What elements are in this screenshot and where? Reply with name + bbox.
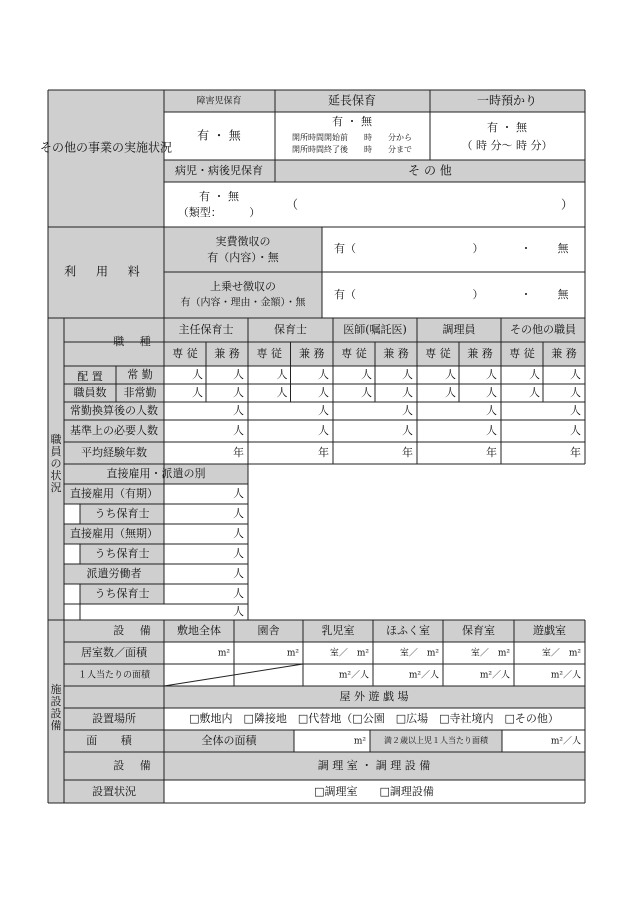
- sub-col-fulltime-dedicated: 専 従: [172, 347, 198, 360]
- unit-person: 人: [233, 424, 244, 437]
- unit-person: 人: [445, 368, 456, 381]
- per-person-label: １人当たりの面積: [77, 670, 151, 681]
- required-label: 基準上の必要人数: [70, 424, 158, 437]
- unit-m2-per: m²／人: [550, 670, 581, 681]
- sub-col-concurrent: 兼 務: [467, 347, 493, 360]
- fee-label: 上乗せ徴収の: [210, 280, 276, 293]
- svg-text:設: 設: [50, 695, 62, 708]
- sub-col-concurrent: 兼 務: [551, 347, 577, 360]
- unit-person: 人: [192, 386, 203, 399]
- sub-col-fulltime-dedicated: 専 従: [425, 347, 451, 360]
- sub-col-fulltime-dedicated: 専 従: [509, 347, 535, 360]
- unit-m2-per: m²／人: [408, 670, 439, 681]
- placement-label: 配 置: [77, 370, 103, 383]
- facility-columns-header: [164, 620, 585, 642]
- section-title: その他の事業の実施状況: [39, 140, 173, 155]
- sub-col-fulltime-dedicated: 専 従: [256, 347, 282, 360]
- equip-label: 設 備: [113, 624, 157, 637]
- job-title: その他の職員: [510, 323, 576, 336]
- employment-row-label: 直接雇用（無期）: [70, 527, 158, 540]
- yesno-temporary: 有 ・ 無: [487, 121, 527, 134]
- unit-person: 人: [192, 368, 203, 381]
- fee-value-none: 無: [557, 288, 569, 301]
- fee-value-have: 有（: [334, 288, 356, 301]
- placement-label: 職員数: [73, 386, 107, 399]
- unit-person: 人: [318, 386, 329, 399]
- fee-value-close: ）: [472, 242, 484, 255]
- employment-row-label: うち保育士: [94, 587, 150, 600]
- unit-year: 年: [233, 446, 244, 459]
- playground-header: [64, 686, 585, 708]
- unit-person: 人: [402, 424, 413, 437]
- unit-person: 人: [233, 368, 244, 381]
- unit-m2: m²: [353, 736, 366, 747]
- employment-row-label: 派遣労働者: [86, 567, 142, 580]
- facility-col-header: 保育室: [462, 624, 495, 637]
- rooms-area-label: 居室数／面積: [81, 646, 147, 659]
- yesno-extended: 有 ・ 無: [332, 115, 372, 128]
- unit-m2: m²: [286, 648, 299, 659]
- employment-header: 直接雇用・派遣の別: [106, 467, 206, 480]
- extended-start: 開所時間開始前 時 分から: [292, 133, 412, 142]
- fee-value-none: 無: [557, 242, 569, 255]
- equip-label: 設 備: [113, 759, 157, 772]
- other-header: そ の 他: [408, 163, 452, 178]
- employment-row-label: うち保育士: [94, 507, 150, 520]
- unit-person: 人: [402, 368, 413, 381]
- unit-person: 人: [570, 386, 581, 399]
- yesno-sick: 有 ・ 無: [199, 190, 239, 203]
- svg-text:施: 施: [50, 683, 62, 696]
- unit-person: 人: [529, 368, 540, 381]
- kitchen-header: 調 理 室 ・ 調 理 設 備: [317, 759, 431, 772]
- unit-year: 年: [486, 446, 497, 459]
- svg-text:況: 況: [50, 481, 62, 494]
- unit-person: 人: [529, 386, 540, 399]
- unit-person: 人: [361, 386, 372, 399]
- svg-text:状: 状: [50, 469, 62, 482]
- staff-side-label: [51, 433, 62, 494]
- avg-years-label: 平均経験年数: [81, 446, 147, 459]
- unit-year: 年: [570, 446, 581, 459]
- section-title: 利 用 料: [64, 264, 148, 279]
- unit-person: 人: [233, 386, 244, 399]
- fee-label: 有（内容）・無: [207, 251, 279, 264]
- parttime-label: 非常勤: [123, 386, 157, 399]
- unit-person: 人: [233, 587, 244, 600]
- unit-m2-per: m²／人: [550, 736, 581, 747]
- unit-person: 人: [318, 404, 329, 417]
- svg-text:職: 職: [50, 433, 62, 446]
- unit-person: 人: [402, 404, 413, 417]
- kitchen-options: □調理室 □調理設備: [314, 785, 434, 798]
- facility-col-header: 敷地全体: [177, 624, 221, 637]
- unit-person: 人: [233, 487, 244, 500]
- sick-type: （類型： ）: [177, 206, 261, 219]
- section-header-cell: [48, 90, 164, 227]
- facility-col-header: 遊戯室: [533, 624, 566, 637]
- fee-label: 実費徴収の: [215, 235, 271, 248]
- unit-m2-per: m²／人: [479, 670, 510, 681]
- unit-m2-per: m²／人: [338, 670, 369, 681]
- col-header-temporary: 一時預かり: [476, 93, 538, 108]
- fee-label: 有（内容・理由・金額）・無: [180, 297, 306, 309]
- unit-room-m2: 室／ m²: [329, 648, 369, 659]
- facility-col-header: 乳児室: [321, 624, 355, 637]
- unit-person: 人: [486, 386, 497, 399]
- unit-person: 人: [318, 424, 329, 437]
- unit-person: 人: [276, 368, 288, 381]
- unit-person: 人: [486, 404, 497, 417]
- extended-end: 開所時間終了後 時 分まで: [292, 145, 412, 154]
- fulltime-label: 常 勤: [127, 368, 153, 381]
- sub-col-concurrent: 兼 務: [214, 347, 240, 360]
- status-label: 設置状況: [92, 785, 136, 798]
- fee-value-dot: ・: [520, 242, 532, 255]
- facility-side-label: [51, 683, 62, 732]
- unit-person: 人: [233, 404, 244, 417]
- job-title: 主任保育士: [178, 323, 234, 336]
- job-title: 調理員: [442, 323, 476, 336]
- employment-row-label: うち保育士: [94, 547, 150, 560]
- facility-col-header: 園舎: [257, 624, 280, 637]
- location-label: 設置場所: [92, 712, 136, 725]
- unit-person: 人: [402, 386, 413, 399]
- unit-year: 年: [402, 446, 413, 459]
- svg-text:備: 備: [50, 719, 62, 732]
- fee-value-dot: ・: [520, 288, 532, 301]
- unit-m2: m²: [217, 648, 230, 659]
- svg-text:員: 員: [50, 445, 62, 458]
- unit-person: 人: [570, 368, 581, 381]
- svg-text:設: 設: [50, 707, 62, 720]
- unit-person: 人: [486, 424, 497, 437]
- per-child-label: 満２歳以上児１人当たり面積: [384, 736, 488, 745]
- unit-person: 人: [233, 567, 244, 580]
- svg-text:の: の: [50, 457, 62, 470]
- unit-person: 人: [318, 368, 329, 381]
- unit-person: 人: [445, 386, 456, 399]
- location-options: □敷地内 □隣接地 □代替地（□公園 □広場 □寺社境内 □その他）: [189, 712, 559, 725]
- job-title: 保育士: [274, 323, 307, 336]
- sub-col-concurrent: 兼 務: [383, 347, 409, 360]
- unit-year: 年: [318, 446, 329, 459]
- col-header-disability: 障害児保育: [196, 96, 242, 107]
- paren-close: ）: [560, 197, 574, 212]
- playground-header: 屋 外 遊 戯 場: [339, 690, 409, 703]
- converted-label: 常勤換算後の人数: [70, 404, 158, 417]
- unit-person: 人: [361, 368, 372, 381]
- temporary-time: （ 時 分～ 時 分）: [461, 139, 553, 152]
- area-label: 面 積: [86, 734, 142, 747]
- unit-person: 人: [570, 424, 581, 437]
- sub-col-concurrent: 兼 務: [299, 347, 325, 360]
- yesno-disability: 有 ・ 無: [197, 128, 241, 143]
- unit-person: 人: [233, 605, 244, 618]
- job-header: 職 種: [113, 335, 157, 348]
- unit-person: 人: [233, 527, 244, 540]
- total-area-label: 全体の面積: [201, 734, 257, 747]
- sick-child-header: 病児・病後児保育: [175, 164, 263, 177]
- employment-row-label: 直接雇用（有期）: [70, 487, 158, 500]
- col-header-extended: 延長保育: [327, 93, 377, 108]
- unit-room-m2: 室／ m²: [541, 648, 581, 659]
- unit-person: 人: [570, 404, 581, 417]
- unit-person: 人: [233, 507, 244, 520]
- sub-col-fulltime-dedicated: 専 従: [341, 347, 367, 360]
- unit-person: 人: [233, 547, 244, 560]
- unit-person: 人: [486, 368, 497, 381]
- unit-room-m2: 室／ m²: [399, 648, 439, 659]
- fee-value-close: ）: [472, 288, 484, 301]
- job-title: 医師(嘱託医): [343, 323, 407, 336]
- unit-room-m2: 室／ m²: [470, 648, 510, 659]
- fee-value-have: 有（: [334, 242, 356, 255]
- unit-person: 人: [276, 386, 288, 399]
- paren-open: （: [285, 197, 299, 212]
- facility-col-header: ほふく室: [386, 624, 430, 637]
